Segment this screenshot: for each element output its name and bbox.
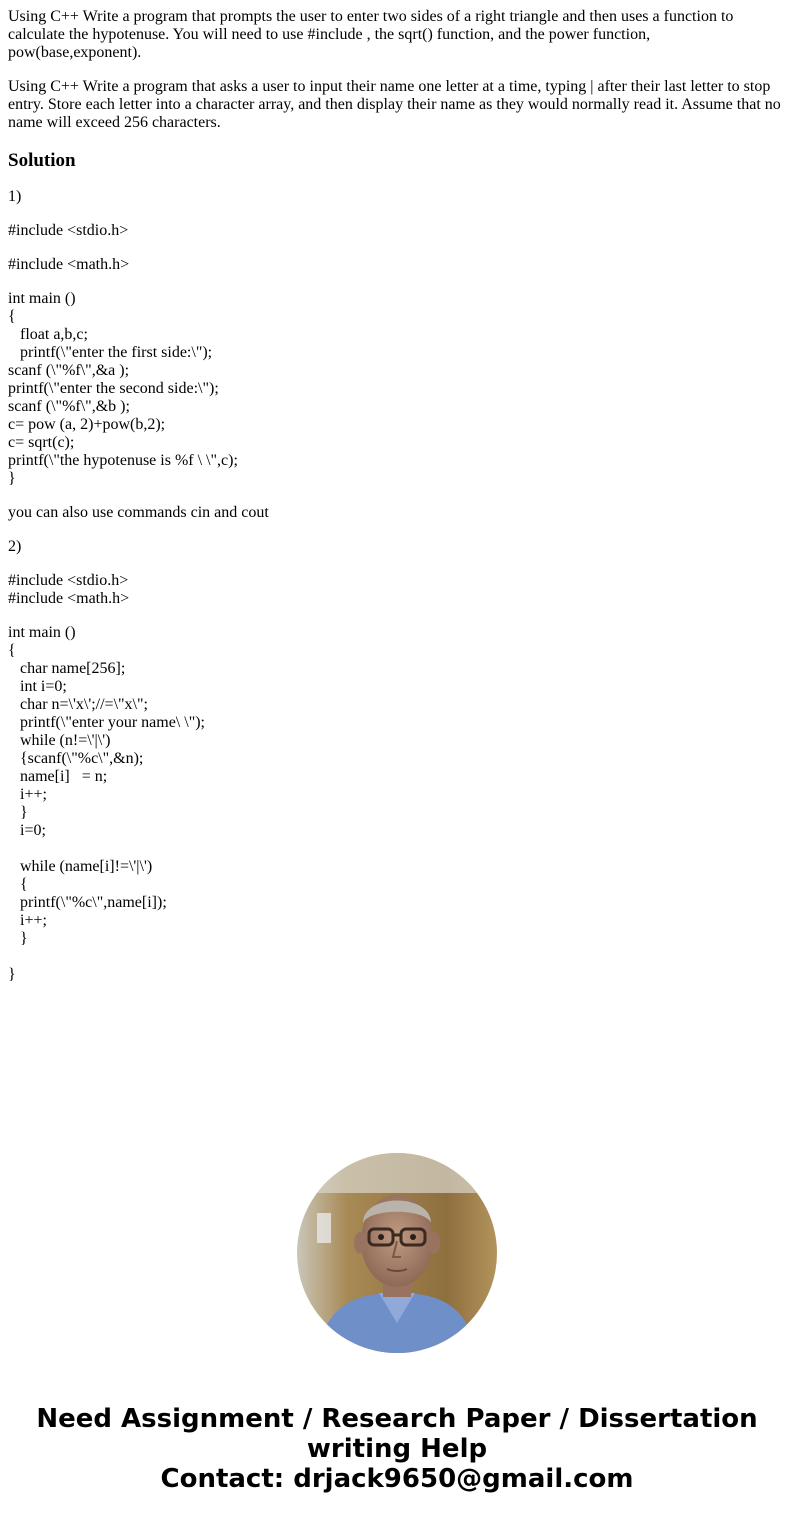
person-portrait-icon — [297, 1153, 497, 1353]
footer-banner — [0, 1404, 794, 1494]
part2-label: 2) — [8, 538, 22, 555]
footer-contact: Contact: drjack9650@gmail.com — [160, 1464, 634, 1494]
question-paragraph-2: Using C++ Write a program that asks a user to input their name one letter at a time, typing | after their last letter to stop entry. Store each letter into a character array, and then display their name as they would normally read it. Assume that no name will exceed 256 characters. — [8, 78, 781, 131]
part1-code-block: int main () { float a,b,c; printf(\"enter the first side:\"); scanf (\"%f\",&a ); printf(\"enter the second side:\"); scanf (\"%f\",&b ); c= pow (a, 2)+pow(b,2); c= sqrt(c); printf(\"the hypotenuse is %f \ \",c); } — [8, 290, 238, 487]
part1-note: you can also use commands cin and cout — [8, 504, 269, 521]
part2-includes: #include <stdio.h> #include <math.h> — [8, 572, 130, 607]
question-paragraph-1: Using C++ Write a program that prompts the user to enter two sides of a right triangle and then uses a function to calculate the hypotenuse. You will need to use #include , the sqrt() function, and the power function, pow(base,exponent). — [8, 8, 734, 61]
footer-line-2: writing Help — [306, 1434, 488, 1464]
footer-line-1: Need Assignment / Research Paper / Dissertation — [36, 1404, 758, 1434]
part1-include-stdio: #include <stdio.h> — [8, 222, 129, 239]
part1-label: 1) — [8, 188, 22, 205]
page-content — [8, 8, 786, 1000]
author-avatar — [297, 1153, 497, 1353]
part1-include-math: #include <math.h> — [8, 256, 130, 273]
part2-code-block: int main () { char name[256]; int i=0; char n=\'x\';//=\"x\"; printf(\"enter your name\ \"); while (n!=\'|\') {scanf(\"%c\",&n); name[i] = n; i++; } i=0; while (name[i]!=\'|\') { printf(\"%c\",name[i]); i++; } } — [8, 624, 205, 983]
solution-heading: Solution — [8, 150, 76, 171]
